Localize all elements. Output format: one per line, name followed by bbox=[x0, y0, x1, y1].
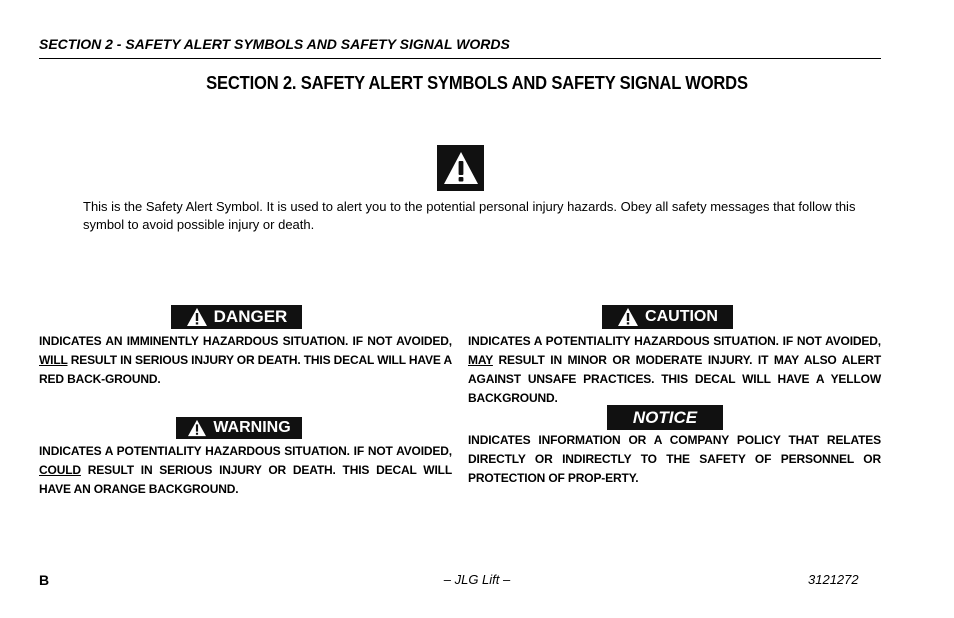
caution-text-before: INDICATES A POTENTIALITY HAZARDOUS SITUATION. IF NOT AVOIDED, bbox=[468, 334, 881, 348]
danger-emphasis: WILL bbox=[39, 353, 68, 367]
header-rule bbox=[39, 58, 881, 59]
warning-description bbox=[39, 442, 452, 499]
danger-badge bbox=[171, 305, 302, 329]
footer-doc-number: 3121272 bbox=[808, 572, 859, 587]
caution-badge bbox=[602, 305, 733, 329]
caution-text-after: RESULT IN MINOR OR MODERATE INJURY. IT MAY ALSO ALERT AGAINST UNSAFE PRACTICES. THIS DECAL WILL HAVE A YELLOW BACKGROUND. bbox=[468, 353, 881, 405]
danger-label: DANGER bbox=[213, 307, 288, 326]
caution-label: CAUTION bbox=[645, 308, 718, 325]
danger-description bbox=[39, 332, 452, 389]
danger-text-before: INDICATES AN IMMINENTLY HAZARDOUS SITUATION. IF NOT AVOIDED, bbox=[39, 334, 452, 348]
notice-label: NOTICE bbox=[632, 407, 698, 427]
danger-text-after: RESULT IN SERIOUS INJURY OR DEATH. THIS DECAL WILL HAVE A RED BACK-GROUND. bbox=[39, 353, 452, 386]
warning-triangle-icon bbox=[186, 307, 208, 327]
warning-label: WARNING bbox=[213, 419, 291, 436]
section-title: SECTION 2. SAFETY ALERT SYMBOLS AND SAFETY SIGNAL WORDS bbox=[206, 73, 748, 93]
warning-badge bbox=[176, 417, 302, 439]
safety-alert-symbol bbox=[437, 145, 484, 191]
footer-page-label: B bbox=[39, 572, 50, 588]
caution-description bbox=[468, 332, 881, 408]
warning-triangle-icon bbox=[187, 419, 207, 437]
footer-center-text: – JLG Lift – bbox=[443, 572, 511, 587]
warning-text-after: RESULT IN SERIOUS INJURY OR DEATH. THIS DECAL WILL HAVE AN ORANGE BACKGROUND. bbox=[39, 463, 452, 496]
warning-text-before: INDICATES A POTENTIALITY HAZARDOUS SITUATION. IF NOT AVOIDED, bbox=[39, 444, 452, 458]
warning-triangle-icon bbox=[617, 307, 639, 327]
caution-emphasis: MAY bbox=[468, 353, 493, 367]
intro-paragraph: This is the Safety Alert Symbol. It is used to alert you to the potential personal injury hazards. Obey all safety messages that follow this symbol to avoid possible injury or death. bbox=[83, 199, 856, 232]
warning-emphasis: COULD bbox=[39, 463, 81, 477]
notice-description: INDICATES INFORMATION OR A COMPANY POLICY THAT RELATES DIRECTLY OR INDIRECTLY TO THE SAFETY OF PERSONNEL OR PROTECTION OF PROP-ERTY. bbox=[468, 433, 881, 485]
running-header: SECTION 2 - SAFETY ALERT SYMBOLS AND SAFETY SIGNAL WORDS bbox=[39, 36, 510, 52]
notice-badge bbox=[607, 405, 723, 430]
warning-triangle-icon bbox=[442, 150, 480, 186]
